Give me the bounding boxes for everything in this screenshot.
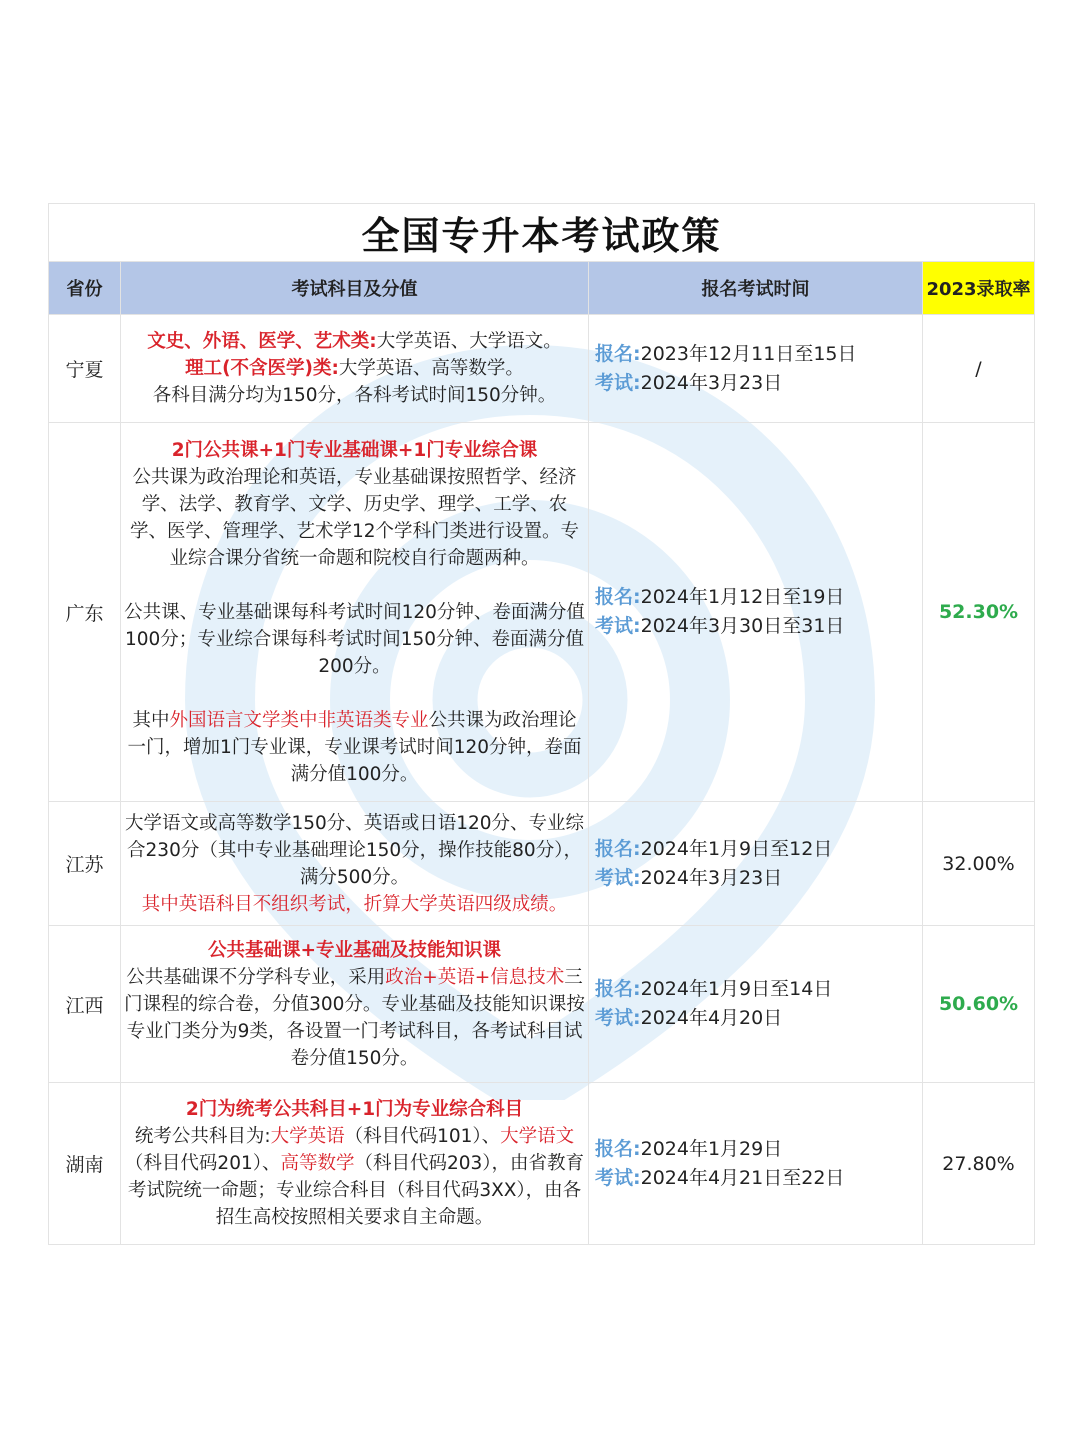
subject-highlight: 其中英语科目不组织考试，折算大学英语四级成绩。 bbox=[141, 893, 568, 915]
policy-table bbox=[48, 203, 1035, 1245]
rate-cell: 50.60% bbox=[923, 926, 1035, 1083]
subject-text: （科目代码201）、 bbox=[124, 1153, 281, 1174]
page-title: 全国专升本考试政策 bbox=[49, 204, 1035, 262]
subjects-cell bbox=[121, 423, 589, 802]
exam-label: 考试: bbox=[595, 1166, 641, 1189]
subject-text: 各科目满分均为150分，各科考试时间150分钟。 bbox=[152, 385, 557, 406]
subject-text: （科目代码101）、 bbox=[344, 1126, 501, 1147]
subject-text: 其中 bbox=[132, 709, 170, 731]
rate-cell: 32.00% bbox=[923, 802, 1035, 926]
exam-label: 考试: bbox=[595, 866, 641, 889]
time-cell bbox=[589, 926, 923, 1083]
time-cell bbox=[589, 802, 923, 926]
subject-heading: 2门公共课+1门专业基础课+1门专业综合课 bbox=[171, 439, 538, 461]
table-row bbox=[49, 423, 1035, 802]
subjects-cell bbox=[121, 1083, 589, 1245]
subjects-cell bbox=[121, 315, 589, 423]
subject-category: 文史、外语、医学、艺术类: bbox=[147, 331, 377, 352]
register-label: 报名: bbox=[595, 837, 641, 860]
register-date: 2024年1月9日至14日 bbox=[640, 978, 833, 1000]
table-header bbox=[49, 262, 1035, 315]
subject-highlight: 政治+英语+信息技术 bbox=[385, 966, 565, 988]
register-date: 2024年1月9日至12日 bbox=[640, 837, 833, 860]
subject-text: 大学语文或高等数学150分、英语或日语120分、专业综合230分（其中专业基础理论150分，操作技能80分），满分500分。 bbox=[124, 812, 585, 888]
exam-date: 2024年3月23日 bbox=[640, 866, 783, 889]
province-cell: 湖南 bbox=[49, 1083, 121, 1245]
table-row bbox=[49, 926, 1035, 1083]
subject-text: 公共基础课不分学科专业，采用 bbox=[126, 966, 386, 988]
header-time: 报名考试时间 bbox=[589, 262, 923, 315]
table-row bbox=[49, 315, 1035, 423]
rate-cell: 27.80% bbox=[923, 1083, 1035, 1245]
exam-date: 2024年3月30日至31日 bbox=[640, 615, 845, 637]
province-cell: 广东 bbox=[49, 423, 121, 802]
subject-text: 公共课为政治理论一门，增加1门专业课，专业课考试时间120分钟，卷面满分值100分。 bbox=[127, 709, 582, 785]
province-cell: 宁夏 bbox=[49, 315, 121, 423]
register-date: 2024年1月29日 bbox=[640, 1137, 783, 1160]
exam-date: 2024年4月21日至22日 bbox=[640, 1166, 845, 1189]
exam-label: 考试: bbox=[595, 1007, 641, 1029]
exam-label: 考试: bbox=[595, 371, 641, 394]
exam-date: 2024年3月23日 bbox=[640, 371, 783, 394]
exam-date: 2024年4月20日 bbox=[640, 1007, 783, 1029]
subject-highlight: 大学英语 bbox=[270, 1126, 345, 1147]
rate-cell: 52.30% bbox=[923, 423, 1035, 802]
subject-text: 三门课程的综合卷，分值300分。专业基础及技能知识课按专业门类分为9类，各设置一门考试科目，各考试科目试卷分值150分。 bbox=[124, 966, 585, 1069]
province-cell: 江苏 bbox=[49, 802, 121, 926]
time-cell bbox=[589, 423, 923, 802]
subject-highlight: 外国语言文学类中非英语类专业 bbox=[169, 709, 429, 731]
rate-cell: / bbox=[923, 315, 1035, 423]
subject-heading: 公共基础课+专业基础及技能知识课 bbox=[207, 939, 501, 961]
subject-category: 理工(不含医学)类: bbox=[185, 358, 339, 379]
subject-highlight: 高等数学 bbox=[280, 1153, 355, 1174]
subject-heading: 2门为统考公共科目+1门为专业综合科目 bbox=[185, 1099, 524, 1120]
header-subjects: 考试科目及分值 bbox=[121, 262, 589, 315]
subjects-cell bbox=[121, 802, 589, 926]
register-date: 2024年1月12日至19日 bbox=[640, 586, 845, 608]
subject-text: 大学英语、高等数学。 bbox=[338, 358, 524, 379]
register-label: 报名: bbox=[595, 978, 641, 1000]
time-cell bbox=[589, 1083, 923, 1245]
time-cell bbox=[589, 315, 923, 423]
register-date: 2023年12月11日至15日 bbox=[640, 342, 857, 365]
subject-text: （科目代码203），由省教育考试院统一命题；专业综合科目（科目代码3XX），由各招生高校按照相关要求自主命题。 bbox=[127, 1153, 585, 1228]
policy-document bbox=[48, 203, 1034, 1245]
province-cell: 江西 bbox=[49, 926, 121, 1083]
subjects-cell bbox=[121, 926, 589, 1083]
subject-text: 公共课、专业基础课每科考试时间120分钟、卷面满分值100分；专业综合课每科考试时间150分钟、卷面满分值200分。 bbox=[124, 601, 585, 677]
table-row bbox=[49, 1083, 1035, 1245]
register-label: 报名: bbox=[595, 1137, 641, 1160]
exam-label: 考试: bbox=[595, 615, 641, 637]
table-row bbox=[49, 802, 1035, 926]
subject-highlight: 大学语文 bbox=[500, 1126, 575, 1147]
header-rate: 2023录取率 bbox=[923, 262, 1035, 315]
register-label: 报名: bbox=[595, 586, 641, 608]
subject-text: 大学英语、大学语文。 bbox=[376, 331, 562, 352]
header-province: 省份 bbox=[49, 262, 121, 315]
subject-text: 统考公共科目为: bbox=[134, 1126, 271, 1147]
register-label: 报名: bbox=[595, 342, 641, 365]
subject-text: 公共课为政治理论和英语，专业基础课按照哲学、经济学、法学、教育学、文学、历史学、理学、工学、农学、医学、管理学、艺术学12个学科门类进行设置。专业综合课分省统一命题和院校自行命题两种。 bbox=[129, 466, 580, 569]
